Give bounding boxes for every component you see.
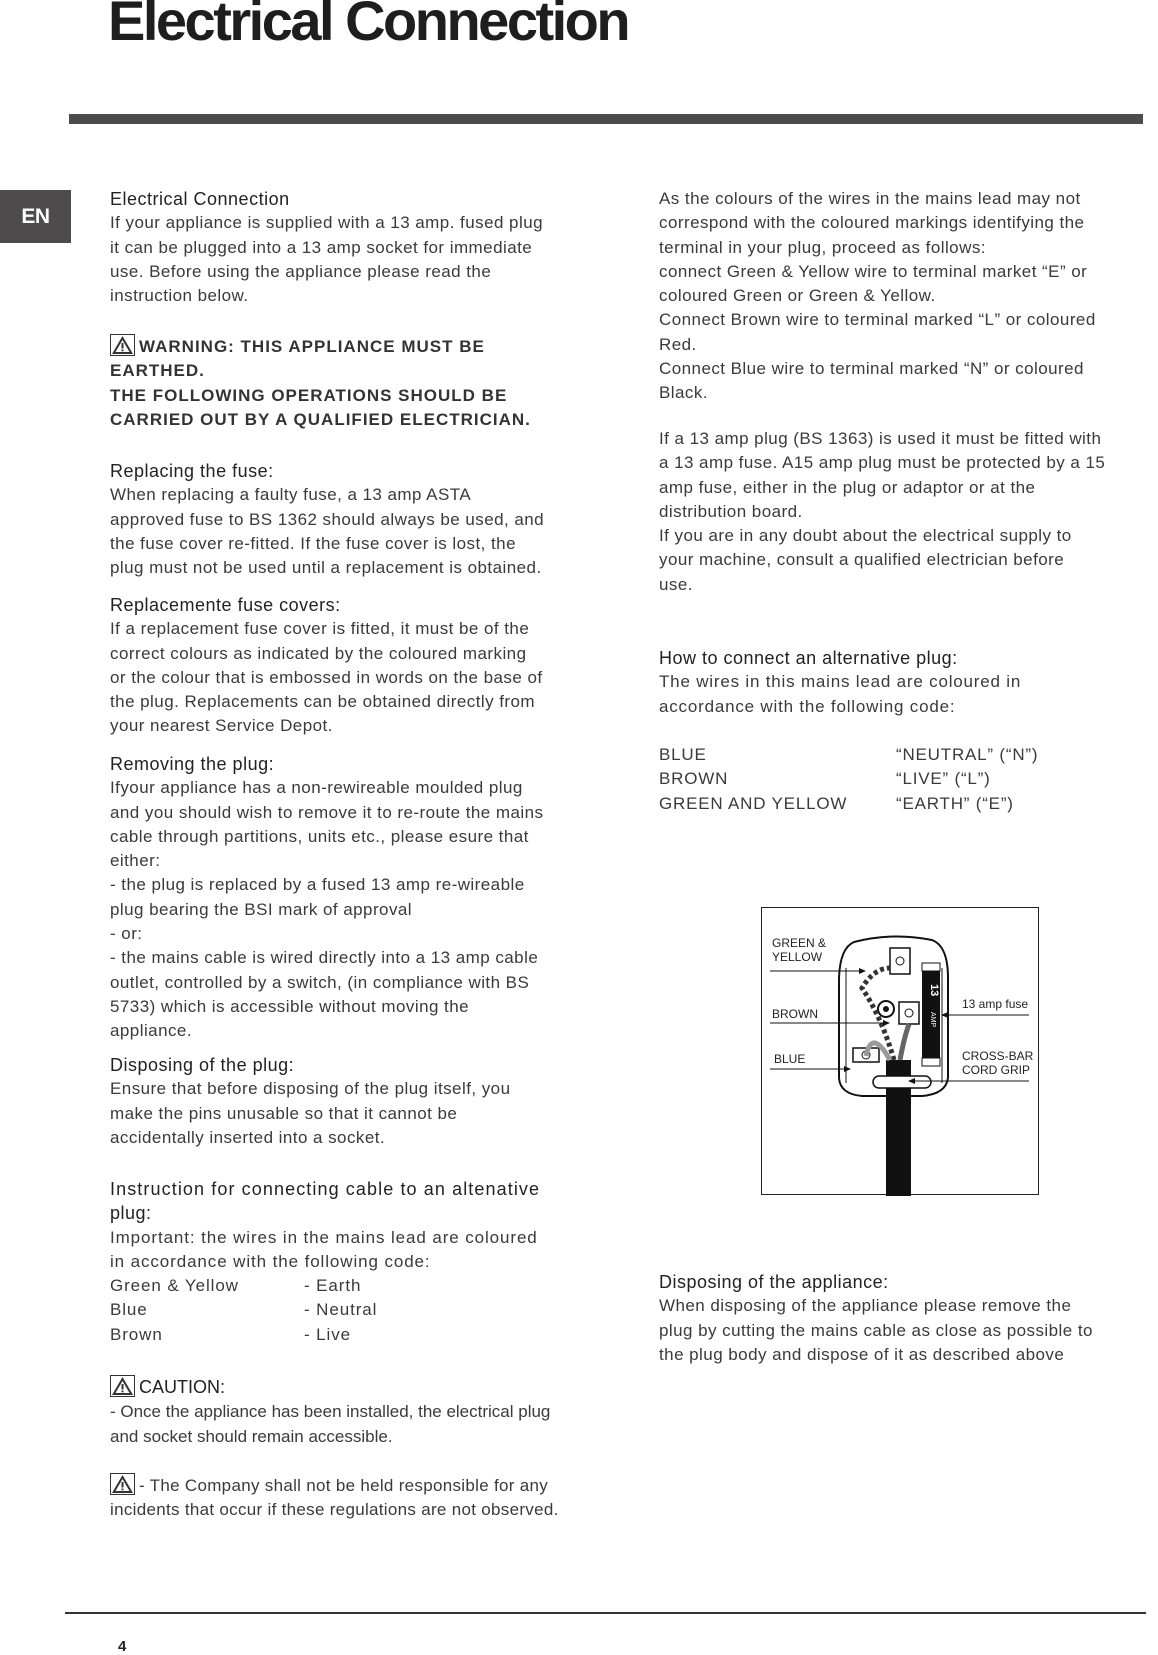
text-line: 5733) which is accessible without moving the xyxy=(110,996,470,1016)
section-heading: Removing the plug: xyxy=(110,754,275,774)
text-line: plug bearing the BSI mark of approval xyxy=(110,899,413,919)
text-line: accordance with the following code: xyxy=(659,696,956,716)
text-line: the fuse cover re-fitted. If the fuse cover is lost, the xyxy=(110,533,516,553)
warning-section xyxy=(110,334,531,432)
fuse-covers-text xyxy=(110,617,543,738)
text-line: connect Green & Yellow wire to terminal market “E” or xyxy=(659,261,1088,281)
text-line: the plug body and dispose of it as described above xyxy=(659,1344,1065,1364)
intro-text xyxy=(110,211,543,308)
section-heading: Replacemente fuse covers: xyxy=(110,595,341,615)
section-heading: Instruction for connecting cable to an altenative xyxy=(110,1179,541,1199)
caution-text xyxy=(110,1400,550,1449)
label-green-yellow: GREEN & YELLOW xyxy=(772,936,827,964)
text-line: a 13 amp fuse. A15 amp plug must be protected by a 15 xyxy=(659,453,1106,473)
text-line: your nearest Service Depot. xyxy=(110,716,333,736)
text-line: terminal in your plug, proceed as follows: xyxy=(659,237,986,257)
text-line: As the colours of the wires in the mains lead may not xyxy=(659,189,1081,208)
text-line: - the plug is replaced by a fused 13 amp re-wireable xyxy=(110,875,525,895)
text-line: either: xyxy=(110,851,161,871)
text-line: make the pins unusable so that it cannot be xyxy=(110,1103,458,1123)
text-line: plug must not be used until a replacement is obtained. xyxy=(110,558,542,578)
page-title: Electrical Connection xyxy=(108,0,629,52)
text-line: - or: xyxy=(110,924,143,944)
warning-icon xyxy=(110,334,135,356)
text-line: Ensure that before disposing of the plug itself, you xyxy=(110,1079,511,1099)
text-line: correct colours as indicated by the coloured marking xyxy=(110,643,527,663)
text-line: appliance. xyxy=(110,1021,193,1041)
instruction-section xyxy=(110,1177,540,1347)
text-line: approved fuse to BS 1362 should always be used, and xyxy=(110,509,545,529)
disposing-plug-text xyxy=(110,1077,510,1150)
caution-heading: CAUTION: xyxy=(139,1377,226,1397)
text-line: When replacing a faulty fuse, a 13 amp ASTA xyxy=(110,485,472,505)
disposing-appliance-section xyxy=(659,1270,1093,1367)
wire-code-row: BROWN “LIVE” (“L”) xyxy=(659,769,991,789)
wire-colours-text xyxy=(659,187,1096,406)
section-heading: Disposing of the plug: xyxy=(110,1055,295,1075)
text-line: distribution board. xyxy=(659,501,803,521)
disposing-plug-section xyxy=(110,1053,510,1150)
warning-line: EARTHED. xyxy=(110,361,205,381)
text-line: in accordance with the following code: xyxy=(110,1251,431,1271)
text-line: coloured Green or Green & Yellow. xyxy=(659,286,936,306)
text-line: and socket should remain accessible. xyxy=(110,1426,393,1446)
footer-divider xyxy=(65,1612,1146,1614)
language-tab: EN xyxy=(0,190,71,243)
wire-code-row: GREEN AND YELLOW “EARTH” (“E”) xyxy=(659,793,1014,813)
text-line: it can be plugged into a 13 amp socket for immediate xyxy=(110,237,533,257)
warning-icon xyxy=(110,1375,135,1397)
text-line: or the colour that is embossed in words on the base of xyxy=(110,667,543,687)
text-line: use. Before using the appliance please read the xyxy=(110,261,492,281)
text-line: Connect Brown wire to terminal marked “L” or coloured xyxy=(659,310,1096,330)
warning-line: CARRIED OUT BY A QUALIFIED ELECTRICIAN. xyxy=(110,409,531,429)
company-notice: - The Company shall not be held responsible for any incidents that occur if these regulations are not observed. xyxy=(110,1473,559,1523)
text-line: When disposing of the appliance please remove the xyxy=(659,1296,1072,1316)
text-line: outlet, controlled by a switch, (in compliance with BS xyxy=(110,972,530,992)
text-line: - Once the appliance has been installed, the electrical plug xyxy=(110,1402,551,1422)
wire-code-table xyxy=(110,1274,540,1347)
text-line: If a 13 amp plug (BS 1363) is used it must be fitted with xyxy=(659,429,1102,448)
text-line: The wires in this mains lead are coloured in xyxy=(659,672,1022,692)
text-line: plug by cutting the mains cable as close as possible to xyxy=(659,1320,1093,1340)
caution-section xyxy=(110,1375,550,1449)
wire-colours-section xyxy=(659,187,1096,406)
text-line: amp fuse, either in the plug or adaptor or at the xyxy=(659,477,1036,497)
text-line: Connect Blue wire to terminal marked “N” or coloured xyxy=(659,359,1084,379)
warning-line: THE FOLLOWING OPERATIONS SHOULD BE xyxy=(110,385,508,405)
intro-section xyxy=(110,187,543,308)
replacing-fuse-section xyxy=(110,459,544,580)
text-line: correspond with the coloured markings identifying the xyxy=(659,213,1085,233)
page-number: 4 xyxy=(118,1638,127,1655)
section-heading: Replacing the fuse: xyxy=(110,461,274,481)
section-heading: Electrical Connection xyxy=(110,189,290,209)
header-divider-bar xyxy=(69,114,1143,124)
disposing-appliance-text xyxy=(659,1294,1093,1367)
label-blue: BLUE xyxy=(774,1052,806,1066)
text-line: Black. xyxy=(659,383,708,403)
alternative-plug-section xyxy=(659,646,1038,816)
text-line: If you are in any doubt about the electrical supply to xyxy=(659,526,1072,546)
text-line: If a replacement fuse cover is fitted, it must be of the xyxy=(110,619,530,639)
text-line: your machine, consult a qualified electrician before xyxy=(659,550,1065,570)
plug-wiring-diagram xyxy=(761,907,1039,1195)
alternative-wire-code-table xyxy=(659,743,1038,816)
text-line: and you should wish to remove it to re-route the mains xyxy=(110,802,544,822)
label-cord-grip: CROSS-BAR CORD GRIP xyxy=(962,1049,1034,1077)
removing-plug-section xyxy=(110,752,543,1044)
wire-code-row: Green & Yellow - Earth xyxy=(110,1276,362,1296)
fuse-marking: 13 xyxy=(928,984,940,997)
fuse-rating-text xyxy=(659,427,1105,597)
text-line: accidentally inserted into a socket. xyxy=(110,1127,386,1147)
text-line: cable through partitions, units etc., please esure that xyxy=(110,826,529,846)
section-heading: Disposing of the appliance: xyxy=(659,1272,889,1292)
alternative-plug-text xyxy=(659,670,1038,719)
fuse-covers-section xyxy=(110,593,543,739)
text-line: - the mains cable is wired directly into a 13 amp cable xyxy=(110,948,539,968)
fuse-rating-section xyxy=(659,427,1105,597)
fuse-marking: AMP xyxy=(929,1012,936,1028)
replacing-fuse-text xyxy=(110,483,544,580)
wire-code-row: Blue - Neutral xyxy=(110,1300,378,1320)
text-line: instruction below. xyxy=(110,286,249,306)
label-brown: BROWN xyxy=(772,1007,818,1021)
wire-code-row: Brown - Live xyxy=(110,1324,351,1344)
text-line: use. xyxy=(659,574,693,594)
warning-icon xyxy=(110,1473,135,1495)
text-line: Red. xyxy=(659,334,697,354)
text-line: Ifyour appliance has a non-rewireable moulded plug xyxy=(110,778,523,798)
warning-line: WARNING: THIS APPLIANCE MUST BE xyxy=(139,337,485,356)
text-line: the plug. Replacements can be obtained directly from xyxy=(110,692,536,712)
text-line: If your appliance is supplied with a 13 amp. fused plug xyxy=(110,213,543,233)
removing-plug-text xyxy=(110,776,543,1043)
wire-code-row: BLUE “NEUTRAL” (“N”) xyxy=(659,745,1039,765)
section-heading: plug: xyxy=(110,1203,152,1224)
instruction-text xyxy=(110,1226,540,1275)
text-line: Important: the wires in the mains lead are coloured xyxy=(110,1227,538,1247)
section-heading: How to connect an alternative plug: xyxy=(659,648,958,668)
label-fuse: 13 amp fuse xyxy=(962,997,1029,1011)
